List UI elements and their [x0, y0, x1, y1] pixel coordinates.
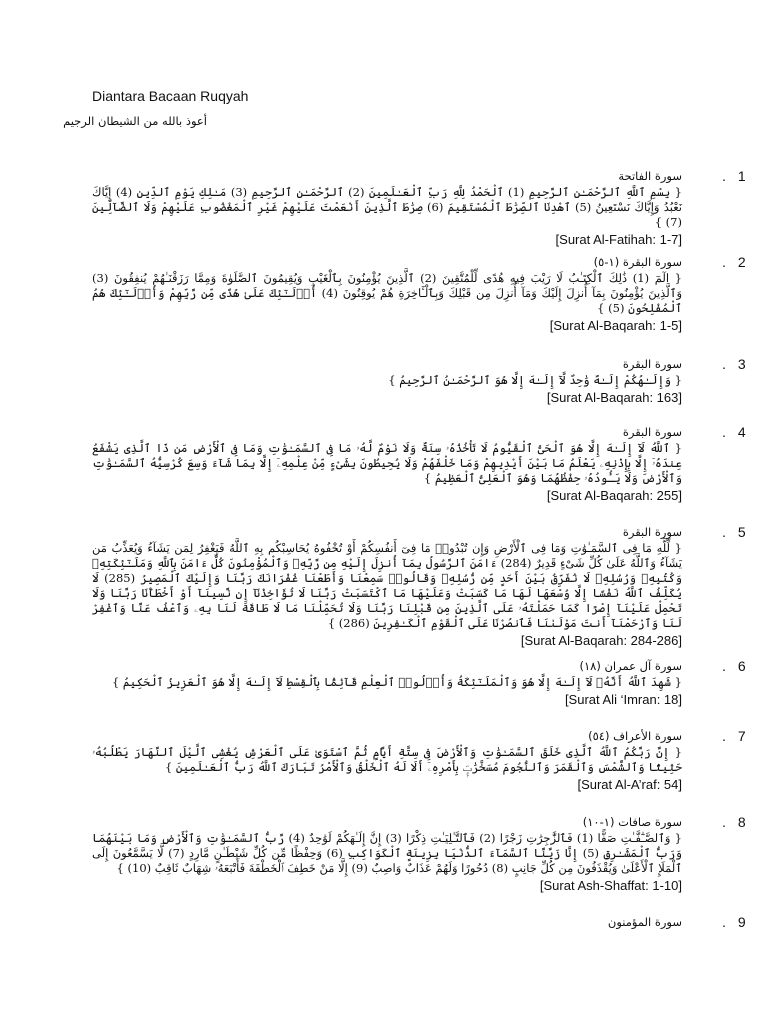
item-number: . 1	[722, 168, 746, 184]
document-title: Diantara Bacaan Ruqyah	[92, 88, 249, 104]
list-item	[92, 728, 746, 792]
surah-reference: [Surat Al-Fatihah: 1-7]	[555, 232, 682, 247]
surah-name: سورة الفاتحة	[618, 169, 682, 183]
surah-reference: [Surat Al-Baqarah: 163]	[546, 390, 682, 405]
list-item	[92, 254, 746, 333]
surah-name: سورة البقرة	[622, 525, 682, 539]
item-number: . 7	[722, 728, 746, 744]
surah-reference: [Surat Al-A’raf: 54]	[577, 777, 682, 792]
list-item	[92, 658, 746, 707]
surah-name: سورة البقرة	[622, 357, 682, 371]
surah-name: سورة المؤمنون	[607, 915, 682, 929]
surah-name: سورة آل عمران (١٨)	[579, 659, 682, 673]
item-number: . 5	[722, 524, 746, 540]
surah-reference: [Surat Al-Baqarah: 1-5]	[549, 318, 682, 333]
arabic-verse: { بِسْمِ ٱللَّهِ ٱلرَّحْمَـٰنِ ٱلرَّحِيمِ (1) ٱلْحَمْدُ لِلَّهِ رَبِّ ٱلْعَـٰلَمِينَ (2) ٱلرَّحْمَـٰنِ ٱلرَّحِيمِ (3) مَـٰلِكِ يَوْمِ ٱلدِّينِ (4) إِيَّاكَ نَعْبُدُ وَإِيَّاكَ نَسْتَعِينُ (5) ٱهْدِنَا ٱلصِّرَٰطَ ٱلْمُسْتَقِيمَ (6) صِرَٰطَ ٱلَّذِينَ أَنْعَمْتَ عَلَيْهِمْ غَيْرِ ٱلْمَغْضُوبِ عَلَيْهِمْ وَلَا ٱلضَّآلِّينَ (7) }	[92, 185, 682, 229]
arabic-verse: { إِنَّ رَبَّكُمُ ٱللَّهُ ٱلَّذِى خَلَقَ ٱلسَّمَـٰوَٰتِ وَٱلْأَرْضَ فِى سِتَّةِ أَيَّامٍ ثُمَّ ٱسْتَوَىٰ عَلَى ٱلْعَرْشِ يُغْشِى ٱلَّيْلَ ٱلنَّهَارَ يَطْلُبُهُۥ حَثِيثًا وَٱلشَّمْسَ وَٱلْقَمَرَ وَٱلنُّجُومَ مُسَخَّرَٰتٍۭ بِأَمْرِهِۦٓ أَلَا لَهُ ٱلْخَلْقُ وَٱلْأَمْرُ تَبَارَكَ ٱللَّهُ رَبُّ ٱلْعَـٰلَمِينَ }	[92, 745, 682, 774]
surah-reference: [Surat Al-Baqarah: 284-286]	[520, 633, 682, 648]
surah-reference: [Surat Ash-Shaffat: 1-10]	[539, 878, 682, 893]
arabic-verse: { الٓمٓ (1) ذَٰلِكَ ٱلْكِتَـٰبُ لَا رَيْبَ فِيهِ هُدًى لِّلْمُتَّقِينَ (2) ٱلَّذِينَ يُؤْمِنُونَ بِٱلْغَيْبِ وَيُقِيمُونَ ٱلصَّلَوٰةَ وَمِمَّا رَزَقْنَـٰهُمْ يُنفِقُونَ (3) وَٱلَّذِينَ يُؤْمِنُونَ بِمَآ أُنزِلَ إِلَيْكَ وَمَآ أُنزِلَ مِن قَبْلِكَ وَبِٱلْـَٔاخِرَةِ هُمْ يُوقِنُونَ (4) أُو۟لَـٰٓئِكَ عَلَىٰ هُدًى مِّن رَّبِّهِمْ وَأُو۟لَـٰٓئِكَ هُمُ ٱلْمُفْلِحُونَ (5) }	[92, 271, 682, 315]
item-number: . 9	[722, 914, 746, 930]
list-item	[92, 424, 746, 503]
list-item	[92, 356, 746, 405]
arabic-verse: { لِّلَّهِ مَا فِى ٱلسَّمَـٰوَٰتِ وَمَا فِى ٱلْأَرْضِ وَإِن تُبْدُوا۟ مَا فِىٓ أَنفُسِكُمْ أَوْ تُخْفُوهُ يُحَاسِبْكُم بِهِ ٱللَّهُ فَيَغْفِرُ لِمَن يَشَآءُ وَيُعَذِّبُ مَن يَشَآءُ وَٱللَّهُ عَلَىٰ كُلِّ شَىْءٍ قَدِيرٌ (284) ءَامَنَ ٱلرَّسُولُ بِمَآ أُنزِلَ إِلَيْهِ مِن رَّبِّهِۦ وَٱلْمُؤْمِنُونَ كُلٌّ ءَامَنَ بِٱللَّهِ وَمَلَـٰٓئِكَتِهِۦ وَكُتُبِهِۦ وَرُسُلِهِۦ لَا نُفَرِّقُ بَيْنَ أَحَدٍ مِّن رُّسُلِهِۦ وَقَالُوا۟ سَمِعْنَا وَأَطَعْنَا غُفْرَانَكَ رَبَّنَا وَإِلَيْكَ ٱلْمَصِيرُ (285) لَا يُكَلِّفُ ٱللَّهُ نَفْسًا إِلَّا وُسْعَهَا لَهَا مَا كَسَبَتْ وَعَلَيْهَا مَا ٱكْتَسَبَتْ رَبَّنَا لَا تُؤَاخِذْنَآ إِن نَّسِينَآ أَوْ أَخْطَأْنَا رَبَّنَا وَلَا تَحْمِلْ عَلَيْنَآ إِصْرًا كَمَا حَمَلْتَهُۥ عَلَى ٱلَّذِينَ مِن قَبْلِنَا رَبَّنَا وَلَا تُحَمِّلْنَا مَا لَا طَاقَةَ لَنَا بِهِۦ وَٱعْفُ عَنَّا وَٱغْفِرْ لَنَا وَٱرْحَمْنَآ أَنتَ مَوْلَىٰنَا فَٱنصُرْنَا عَلَى ٱلْقَوْمِ ٱلْكَـٰفِرِينَ (286) }	[92, 541, 682, 630]
taawudz-line: أعوذ بالله من الشيطان الرجيم	[63, 114, 207, 128]
item-number: . 3	[722, 356, 746, 372]
surah-name: سورة صافات (١-١٠)	[582, 815, 682, 829]
item-number: . 4	[722, 424, 746, 440]
item-number: . 8	[722, 814, 746, 830]
arabic-verse: { وَٱلصَّـٰٓفَّـٰتِ صَفًّا (1) فَٱلزَّٰجِرَٰتِ زَجْرًا (2) فَٱلتَّـٰلِيَـٰتِ ذِكْرًا (3) إِنَّ إِلَـٰهَكُمْ لَوَٰحِدٌ (4) رَّبُّ ٱلسَّمَـٰوَٰتِ وَٱلْأَرْضِ وَمَا بَيْنَهُمَا وَرَبُّ ٱلْمَشَـٰرِقِ (5) إِنَّا زَيَّنَّا ٱلسَّمَآءَ ٱلدُّنْيَا بِزِينَةٍ ٱلْكَوَاكِبِ (6) وَحِفْظًا مِّن كُلِّ شَيْطَـٰنٍ مَّارِدٍ (7) لَّا يَسَّمَّعُونَ إِلَى ٱلْمَلَإِ ٱلْأَعْلَىٰ وَيُقْذَفُونَ مِن كُلِّ جَانِبٍ (8) دُحُورًا وَلَهُمْ عَذَابٌ وَاصِبٌ (9) إِلَّا مَنْ خَطِفَ ٱلْخَطْفَةَ فَأَتْبَعَهُۥ شِهَابٌ ثَاقِبٌ (10) }	[92, 831, 682, 875]
list-item	[92, 168, 746, 247]
item-number: . 6	[722, 658, 746, 674]
item-number: . 2	[722, 254, 746, 270]
surah-name: سورة الأعراف (٥٤)	[588, 729, 682, 743]
list-item	[92, 524, 746, 648]
list-item	[92, 914, 746, 930]
surah-reference: [Surat Ali ‘Imran: 18]	[564, 692, 682, 707]
list-item	[92, 814, 746, 893]
arabic-verse: { شَهِدَ ٱللَّهُ أَنَّهُۥ لَآ إِلَـٰهَ إِلَّا هُوَ وَٱلْمَلَـٰٓئِكَةُ وَأُو۟لُوا۟ ٱلْعِلْمِ قَآئِمًۢا بِٱلْقِسْطِ لَآ إِلَـٰهَ إِلَّا هُوَ ٱلْعَزِيزُ ٱلْحَكِيمُ }	[111, 675, 682, 689]
arabic-verse: { وَإِلَـٰهُكُمْ إِلَـٰهٌ وَٰحِدٌ لَّآ إِلَـٰهَ إِلَّا هُوَ ٱلرَّحْمَـٰنُ ٱلرَّحِيمُ }	[388, 373, 682, 387]
surah-reference: [Surat Al-Baqarah: 255]	[546, 488, 682, 503]
surah-name: سورة البقرة (١-٥)	[593, 255, 682, 269]
arabic-verse: { ٱللَّهُ لَآ إِلَـٰهَ إِلَّا هُوَ ٱلْحَىُّ ٱلْقَيُّومُ لَا تَأْخُذُهُۥ سِنَةٌ وَلَا نَوْمٌ لَّهُۥ مَا فِى ٱلسَّمَـٰوَٰتِ وَمَا فِى ٱلْأَرْضِ مَن ذَا ٱلَّذِى يَشْفَعُ عِندَهُۥٓ إِلَّا بِإِذْنِهِۦ يَعْلَمُ مَا بَيْنَ أَيْدِيهِمْ وَمَا خَلْفَهُمْ وَلَا يُحِيطُونَ بِشَىْءٍ مِّنْ عِلْمِهِۦٓ إِلَّا بِمَا شَآءَ وَسِعَ كُرْسِيُّهُ ٱلسَّمَـٰوَٰتِ وَٱلْأَرْضَ وَلَا يَـُٔودُهُۥ حِفْظُهُمَا وَهُوَ ٱلْعَلِىُّ ٱلْعَظِيمُ }	[92, 441, 682, 485]
surah-name: سورة البقرة	[622, 425, 682, 439]
